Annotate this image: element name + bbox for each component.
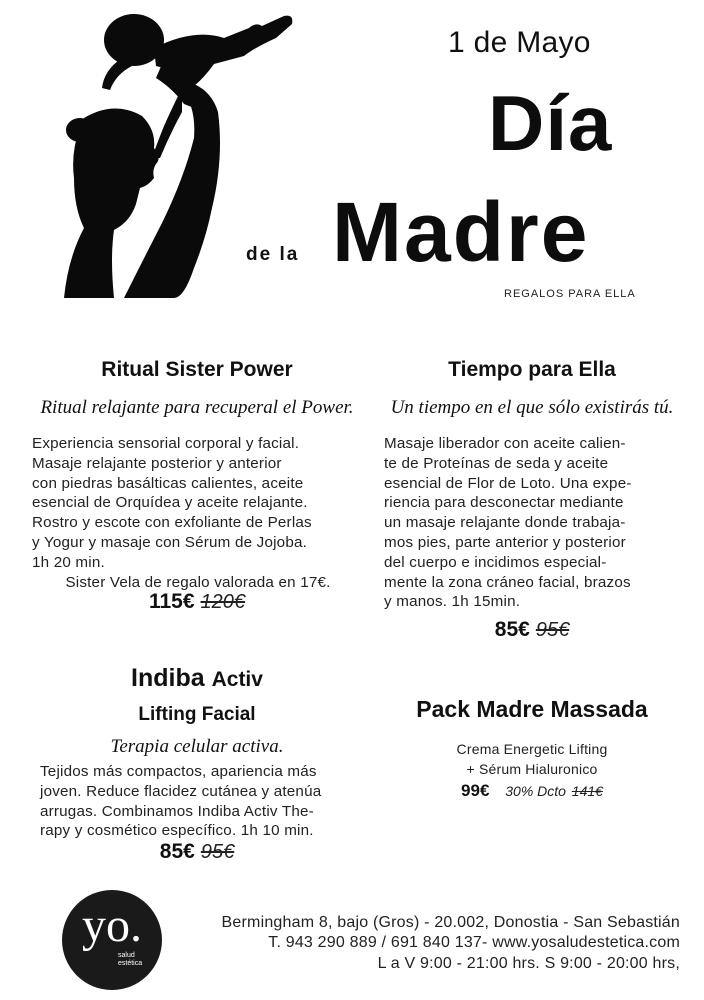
headline-dia: Día <box>488 79 613 167</box>
tiempo-line: un masaje relajante donde trabaja- <box>384 514 626 532</box>
footer-contact: T. 943 290 889 / 691 840 137- www.yosaludestetica.com <box>268 934 680 951</box>
tiempo-title: Tiempo para Ella <box>448 358 616 381</box>
indiba-price: 85€ <box>159 840 195 863</box>
headline-madre: Madre <box>332 185 590 279</box>
tiempo-line: mente la zona cráneo facial, brazos <box>384 573 631 591</box>
indiba-subtitle-title: Lifting Facial <box>138 704 256 725</box>
event-date: 1 de Mayo <box>448 26 591 59</box>
pack-line: + Sérum Hialuronico <box>466 760 598 777</box>
tiempo-description <box>384 434 680 612</box>
pack-description <box>400 740 664 780</box>
ritual-line: y Yogur y masaje con Sérum de Jojoba. <box>32 533 308 551</box>
tiempo-line: del cuerpo e incidimos especial- <box>384 553 607 571</box>
ritual-gift: Sister Vela de regalo valorada en 17€. <box>65 573 331 591</box>
pack-line: Crema Energetic Lifting <box>456 741 608 757</box>
tagline: REGALOS PARA ELLA <box>504 288 636 300</box>
pack-old-price: 141€ <box>571 783 603 799</box>
tiempo-line: riencia para desconectar mediante <box>384 494 624 512</box>
pack-title: Pack Madre Massada <box>416 696 648 722</box>
pack-price-row <box>400 778 664 802</box>
tiempo-old-price: 95€ <box>535 619 570 641</box>
indiba-subtitle: Terapia celular activa. <box>110 736 284 757</box>
headline-de-la: de la <box>246 244 300 265</box>
indiba-line: rapy y cosmético específico. 1h 10 min. <box>40 822 314 840</box>
pack-price: 99€ <box>461 781 490 800</box>
ritual-line: Experiencia sensorial corporal y facial. <box>32 435 300 452</box>
ritual-line: con piedras basálticas calientes, aceite <box>32 474 304 492</box>
indiba-price-row <box>30 840 364 864</box>
indiba-description <box>40 762 350 841</box>
ritual-price-row <box>30 590 364 614</box>
indiba-title-main: Indiba <box>131 664 205 692</box>
logo-sub-2: estética <box>118 960 143 967</box>
ritual-line: 1h 20 min. <box>32 553 105 571</box>
brand-logo <box>62 890 162 990</box>
tiempo-line: mos pies, parte anterior y posterior <box>384 533 626 551</box>
ritual-line: esencial de Orquídea y aceite relajante. <box>32 494 308 512</box>
ritual-line: Masaje relajante posterior y anterior <box>32 454 282 472</box>
logo-sub-1: salud <box>118 952 135 959</box>
logo-subtext <box>118 952 148 968</box>
ritual-price: 115€ <box>148 590 195 613</box>
tiempo-line: te de Proteínas de seda y aceite <box>384 454 609 472</box>
footer-hours: L a V 9:00 - 21:00 hrs. S 9:00 - 20:00 hrs, <box>377 955 680 972</box>
tiempo-subtitle: Un tiempo en el que sólo existirás tú. <box>390 397 674 418</box>
indiba-title-brand: Activ <box>211 668 263 691</box>
logo-text: yo. <box>82 899 142 952</box>
tiempo-line: esencial de Flor de Loto. Una expe- <box>384 474 632 492</box>
ritual-old-price: 120€ <box>200 591 246 613</box>
indiba-title <box>30 664 364 693</box>
indiba-line: arrugas. Combinamos Indiba Activ The- <box>40 802 314 820</box>
tiempo-line: Masaje liberador con aceite calien- <box>384 435 626 452</box>
pack-discount: 30% Dcto <box>505 783 566 799</box>
indiba-line: joven. Reduce flacidez cutánea y atenúa <box>40 782 322 800</box>
ritual-subtitle: Ritual relajante para recuperal el Power. <box>40 397 354 418</box>
tiempo-price-row <box>380 618 684 642</box>
tiempo-line: y manos. 1h 15min. <box>384 593 521 611</box>
footer-address: Bermingham 8, bajo (Gros) - 20.002, Donostia - San Sebastián <box>221 914 680 931</box>
ritual-line: Rostro y escote con exfoliante de Perlas <box>32 514 312 532</box>
indiba-line: Tejidos más compactos, apariencia más <box>40 763 317 780</box>
ritual-title: Ritual Sister Power <box>101 358 293 381</box>
tiempo-price: 85€ <box>494 618 530 641</box>
indiba-old-price: 95€ <box>200 841 235 863</box>
ritual-description <box>32 434 364 592</box>
